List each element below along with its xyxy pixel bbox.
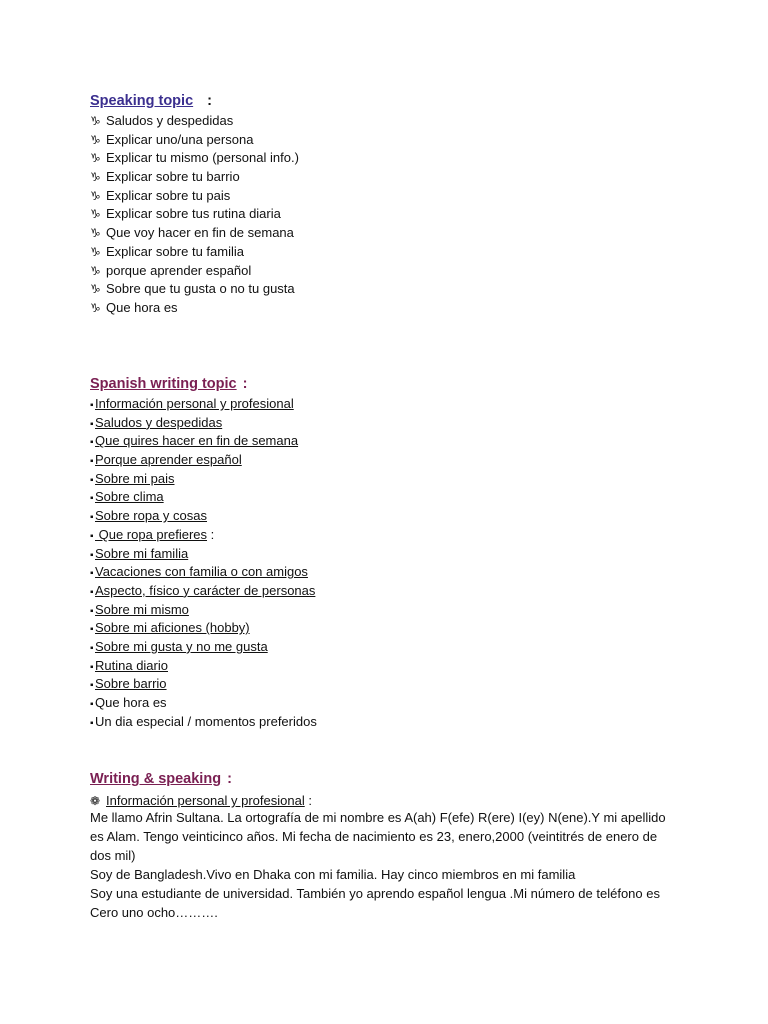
- writing-topic-colon: :: [242, 376, 248, 392]
- list-item-text: Explicar sobre tu barrio: [106, 169, 240, 185]
- square-bullet-icon: ▪: [90, 512, 94, 524]
- list-item-text: porque aprender español: [106, 262, 252, 278]
- square-bullet-icon: ▪: [90, 568, 94, 580]
- list-item-text: Que voy hacer en fin de semana: [106, 225, 294, 241]
- square-bullet-icon: ▪: [90, 418, 94, 430]
- list-item: [90, 224, 299, 243]
- list-item-text: Sobre mi pais: [95, 470, 175, 486]
- capricorn-bullet-icon: ♑: [90, 244, 101, 259]
- capricorn-bullet-icon: ♑: [90, 282, 101, 297]
- list-item-text: Un dia especial / momentos preferidos: [95, 713, 317, 729]
- list-item: [90, 280, 299, 299]
- list-item: [90, 395, 317, 414]
- list-item-text: Información personal y profesional: [95, 396, 294, 411]
- list-item: [90, 545, 317, 564]
- capricorn-bullet-icon: ♑: [90, 114, 101, 128]
- list-item-text: Sobre clima: [95, 489, 164, 505]
- square-bullet-icon: ▪: [90, 400, 94, 411]
- square-bullet-icon: ▪: [90, 680, 94, 692]
- square-bullet-icon: ▪: [90, 605, 94, 617]
- list-item-text: Explicar sobre tu pais: [106, 187, 231, 203]
- square-bullet-icon: ▪: [90, 717, 94, 729]
- capricorn-bullet-icon: ♑: [90, 151, 101, 166]
- list-item-text: Sobre que tu gusta o no tu gusta: [106, 281, 295, 297]
- subheading-colon: :: [304, 793, 312, 808]
- square-bullet-icon: ▪: [90, 699, 94, 710]
- capricorn-bullet-icon: ♑: [90, 207, 101, 222]
- list-item: [90, 713, 317, 732]
- list-item: [90, 488, 317, 507]
- square-bullet-icon: ▪: [90, 437, 94, 449]
- list-item-text: Aspecto, físico y carácter de personas: [95, 582, 316, 598]
- list-item: [90, 187, 299, 206]
- list-item-text: Porque aprender español: [95, 452, 242, 468]
- list-item: [90, 507, 317, 526]
- list-item-text: Saludos y despedidas: [95, 414, 223, 430]
- list-item: [90, 638, 317, 657]
- list-item: [90, 243, 299, 262]
- list-item: [90, 563, 317, 582]
- writing-speaking-title: Writing & speaking: [90, 771, 222, 787]
- square-bullet-icon: ▪: [90, 474, 94, 486]
- writing-speaking-subheading: [90, 791, 312, 810]
- list-item-text: Que hora es: [106, 299, 178, 315]
- square-bullet-icon: ▪: [90, 661, 94, 673]
- list-item: [90, 619, 317, 638]
- writing-speaking-body: [90, 809, 680, 922]
- list-item: [90, 451, 317, 470]
- list-item-text: Explicar uno/una persona: [106, 131, 254, 147]
- list-item-text: Rutina diario: [95, 657, 168, 673]
- list-item: [90, 131, 299, 150]
- square-bullet-icon: ▪: [90, 586, 94, 598]
- paragraph: Soy de Bangladesh.Vivo en Dhaka con mi familia. Hay cinco miembros en mi familia: [90, 866, 576, 882]
- square-bullet-icon: ▪: [90, 642, 94, 654]
- list-item: [90, 601, 317, 620]
- flower-bullet-icon: ❁: [90, 794, 101, 808]
- capricorn-bullet-icon: ♑: [90, 170, 101, 185]
- list-item: [90, 205, 299, 224]
- paragraph: Soy una estudiante de universidad. También yo aprendo español lengua .Mi número de teléfono es Cero uno ocho……….: [90, 885, 660, 920]
- list-item: [90, 112, 299, 131]
- list-item: [90, 694, 317, 713]
- writing-topic-title: Spanish writing topic: [90, 376, 237, 392]
- list-item-text: Que hora es: [95, 695, 167, 710]
- list-item-suffix: :: [207, 526, 215, 542]
- list-item: [90, 168, 299, 187]
- list-item-text: Sobre mi aficiones (hobby): [95, 620, 250, 636]
- writing-topic-list: [90, 395, 317, 731]
- speaking-topic-title: Speaking topic: [90, 93, 194, 109]
- list-item: [90, 526, 317, 545]
- speaking-topic-colon: :: [207, 93, 213, 109]
- list-item-text: Vacaciones con familia o con amigos: [95, 564, 308, 580]
- list-item-text: Que quires hacer en fin de semana: [95, 433, 299, 449]
- writing-topic-heading: [90, 376, 248, 392]
- square-bullet-icon: ▪: [90, 624, 94, 636]
- list-item-text: Sobre mi gusta y no me gusta: [95, 638, 268, 654]
- list-item-text: Sobre ropa y cosas: [95, 508, 208, 524]
- paragraph: Me llamo Afrin Sultana. La ortografía de mi nombre es A(ah) F(efe) R(ere) I(ey) N(ene).Y mi apellido es Alam. Tengo veinticinco años. Mi fecha de nacimiento es 23, enero,2000 (veintitrés de enero de dos mil): [90, 810, 666, 863]
- list-item-text: Explicar sobre tu familia: [106, 243, 244, 259]
- square-bullet-icon: ▪: [90, 530, 94, 542]
- capricorn-bullet-icon: ♑: [90, 300, 101, 315]
- writing-speaking-heading: [90, 771, 232, 787]
- square-bullet-icon: ▪: [90, 549, 94, 561]
- list-item-text: Sobre mi familia: [95, 545, 189, 561]
- list-item: [90, 470, 317, 489]
- list-item: [90, 299, 299, 318]
- writing-speaking-colon: :: [227, 771, 232, 787]
- list-item: [90, 432, 317, 451]
- list-item-text: Explicar sobre tus rutina diaria: [106, 206, 281, 222]
- list-item-text: Explicar tu mismo (personal info.): [106, 150, 299, 166]
- list-item: [90, 414, 317, 433]
- subheading-text: Información personal y profesional: [106, 793, 305, 808]
- list-item-text: Saludos y despedidas: [106, 113, 234, 128]
- list-item-text: Sobre barrio: [95, 676, 167, 692]
- list-item: [90, 582, 317, 601]
- list-item: [90, 657, 317, 676]
- speaking-topic-heading: [90, 93, 212, 109]
- square-bullet-icon: ▪: [90, 493, 94, 505]
- speaking-topic-list: [90, 112, 299, 318]
- capricorn-bullet-icon: ♑: [90, 263, 101, 278]
- list-item-text: Sobre mi mismo: [95, 601, 189, 617]
- list-item-text: Que ropa prefieres: [95, 526, 208, 542]
- list-item: [90, 675, 317, 694]
- list-item: [90, 149, 299, 168]
- capricorn-bullet-icon: ♑: [90, 226, 101, 241]
- square-bullet-icon: ▪: [90, 456, 94, 468]
- capricorn-bullet-icon: ♑: [90, 188, 101, 203]
- capricorn-bullet-icon: ♑: [90, 132, 101, 147]
- list-item: [90, 262, 299, 281]
